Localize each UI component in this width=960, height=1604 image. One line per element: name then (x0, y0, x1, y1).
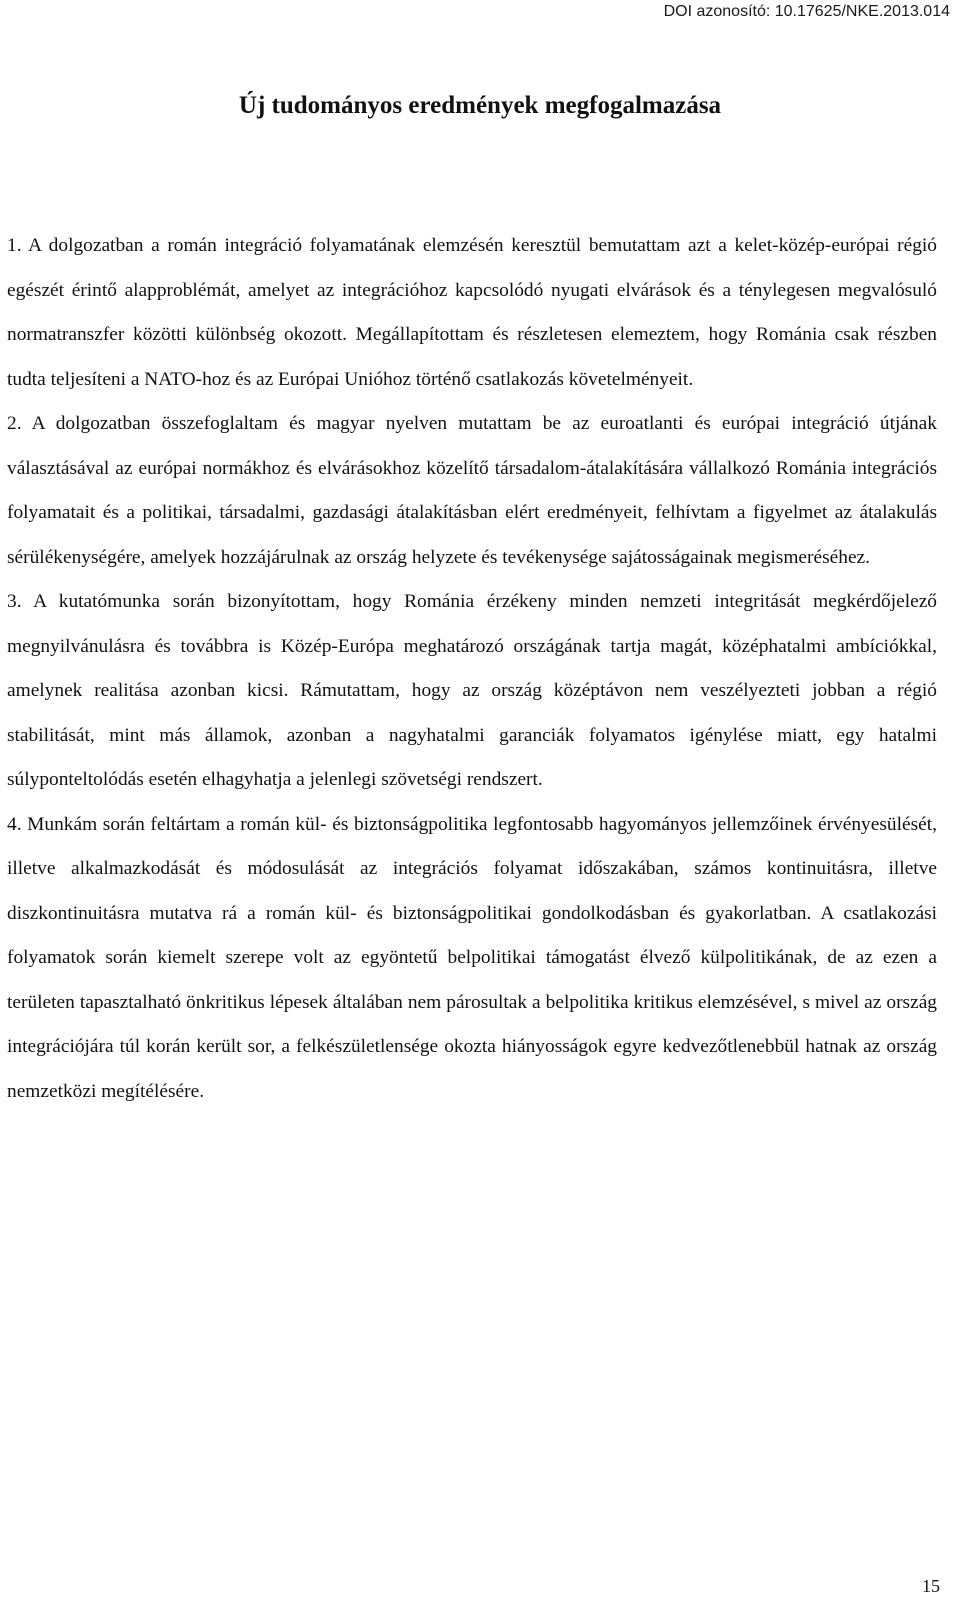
paragraph-1: 1. A dolgozatban a román integráció folyamatának elemzésén keresztül bemutattam azt a kelet-közép-európai régió egészét érintő alapproblémát, amelyet az integrációhoz kapcsolódó nyugati elvárások és a ténylegesen megvalósuló normatranszfer közötti különbség okozott. Megállapítottam és részletesen elemeztem, hogy Románia csak részben tudta teljesíteni a NATO-hoz és az Európai Unióhoz történő csatlakozás követelményeit. (7, 235, 937, 390)
paragraph-4: 4. Munkám során feltártam a román kül- és biztonságpolitika legfontosabb hagyományos jellemzőinek érvényesülését, illetve alkalmazkodását és módosulását az integrációs folyamat időszakában, számos kontinuitásra, illetve diszkontinuitásra mutatva rá a román kül- és biztonságpolitikai gondolkodásban és gyakorlatban. A csatlakozási folyamatok során kiemelt szerepe volt az egyöntetű belpolitikai támogatást élvező külpolitikának, de az ezen a területen tapasztalható önkritikus lépesek általában nem párosultak a belpolitika kritikus elemzésével, s mivel az ország integrációjára túl korán került sor, a felkészületlensége okozta hiányosságok egyre kedvezőtlenebbül hatnak az ország nemzetközi megítélésére. (7, 813, 937, 1102)
paragraph-2: 2. A dolgozatban összefoglaltam és magyar nyelven mutattam be az euroatlanti és európai integráció útjának választásával az európai normákhoz és elvárásokhoz közelítő társadalom-átalakítására vállalkozó Románia integrációs folyamatait és a politikai, társadalmi, gazdasági átalakításban elért eredményeit, felhívtam a figyelmet az átalakulás sérülékenységére, amelyek hozzájárulnak az ország helyzete és tevékenysége sajátosságainak megismeréséhez. (7, 413, 937, 568)
page-title: Új tudományos eredmények megfogalmazása (238, 92, 722, 119)
doi-header: DOI azonosító: 10.17625/NKE.2013.014 (663, 3, 950, 20)
document-body (7, 224, 937, 1114)
page-number: 15 (922, 1576, 940, 1596)
paragraph-3: 3. A kutatómunka során bizonyítottam, hogy Románia érzékeny minden nemzeti integritását megkérdőjelező megnyilvánulásra és továbbra is Közép-Európa meghatározó országának tartja magát, középhatalmi ambíciókkal, amelynek realitása azonban kicsi. Rámutattam, hogy az ország középtávon nem veszélyezteti jobban a régió stabilitását, mint más államok, azonban a nagyhatalmi garanciák folyamatos igénylése miatt, egy hatalmi súlyponteltolódás esetén elhagyhatja a jelenlegi szövetségi rendszert. (7, 591, 937, 790)
